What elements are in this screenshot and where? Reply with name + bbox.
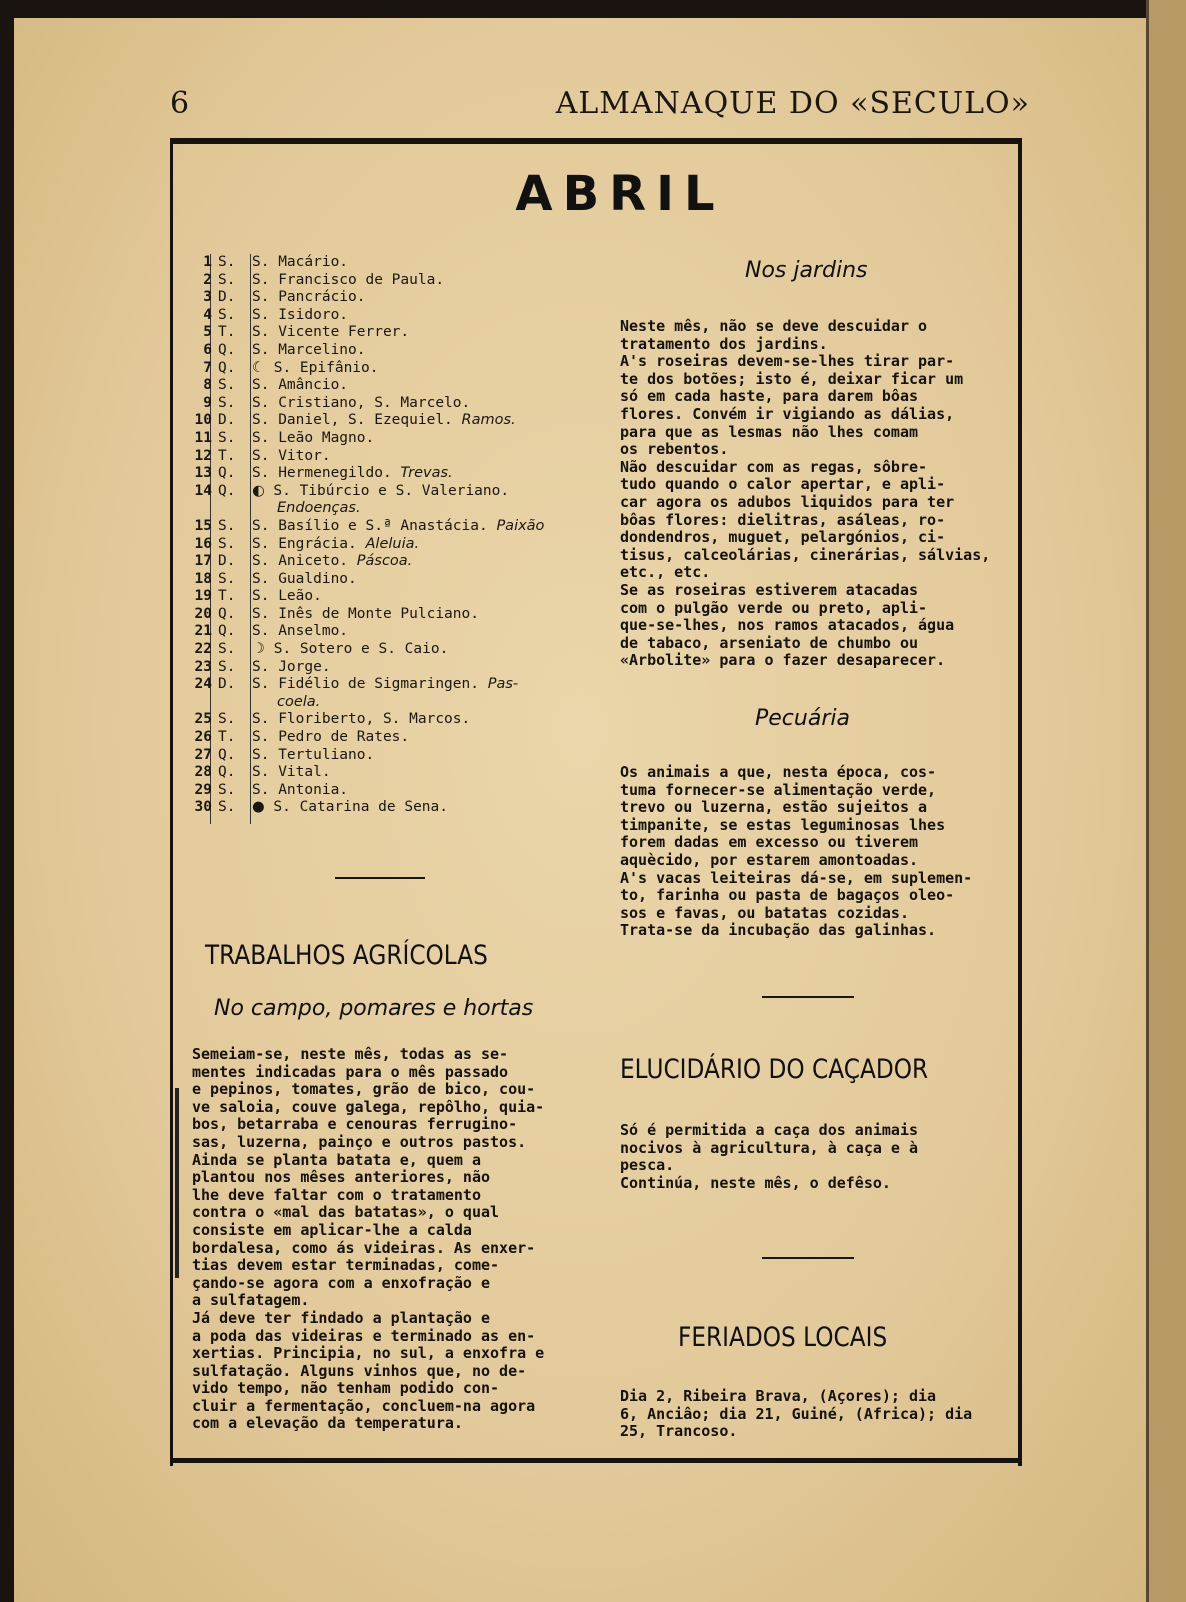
weekday: Q.: [218, 465, 236, 482]
saint-name: S. Macário.: [252, 254, 349, 270]
feriados-text: Dia 2, Ribeira Brava, (Açores); dia 6, Anciâo; dia 21, Guiné, (Africa); dia 25, Trancoso.: [620, 1387, 973, 1441]
section-divider: [762, 996, 854, 998]
calendar-row: [190, 272, 590, 290]
weekday: D.: [218, 412, 236, 429]
saint-name: S. Jorge.: [252, 658, 331, 675]
saint-name: S. Vicente Ferrer.: [252, 324, 410, 341]
calendar-row: [190, 430, 590, 448]
feast-name: Páscoa.: [356, 553, 413, 570]
day-number: 4: [203, 306, 212, 323]
day-number: 28: [194, 764, 212, 781]
calendar-row: [190, 518, 590, 536]
saint-name: S. Cristiano, S. Marcelo.: [252, 394, 471, 411]
calendar-row: [190, 254, 590, 272]
calendar-row: [190, 360, 590, 378]
saint-name: S. Tertuliano.: [252, 746, 375, 763]
calendar-row: [190, 412, 590, 430]
feast-name: Aleluia.: [365, 535, 420, 552]
feast-name: Trevas.: [400, 465, 453, 482]
calendar-row: [190, 324, 590, 342]
weekday: S.: [218, 254, 236, 270]
saint-name: S. Anselmo.: [252, 623, 349, 640]
weekday: S.: [218, 394, 236, 411]
saint-name: S. Floriberto, S. Marcos.: [252, 711, 471, 728]
weekday: S.: [218, 429, 236, 446]
left-border: [170, 142, 173, 1466]
day-number: 24: [194, 676, 212, 693]
saint-name: S. Tibúrcio e S. Valeriano.: [273, 482, 510, 499]
day-number: 3: [203, 289, 212, 306]
weekday: T.: [218, 447, 236, 464]
saint-entry: [252, 536, 419, 554]
saint-entry: [252, 641, 448, 659]
weekday: T.: [218, 729, 236, 746]
day-number: 16: [194, 535, 212, 552]
saint-entry: [252, 676, 518, 694]
feast-name: Pas-: [487, 676, 519, 693]
weekday: Q.: [218, 482, 236, 499]
saint-entry: [252, 571, 357, 589]
saint-entry: [252, 623, 348, 641]
weekday: T.: [218, 588, 236, 605]
saint-name: S. Epifânio.: [273, 359, 379, 376]
saint-name: S. Hermenegildo.: [252, 465, 392, 482]
weekday: S.: [218, 641, 236, 658]
day-number: 19: [194, 588, 212, 605]
day-number: 12: [194, 447, 212, 464]
feast-name: Ramos.: [461, 412, 516, 429]
saint-name: S. Engrácia.: [252, 535, 357, 552]
calendar-row: [190, 395, 590, 413]
saint-entry: [252, 254, 348, 272]
cacador-heading: ELUCIDÁRIO DO CAÇADOR: [620, 1054, 929, 1085]
calendar-row: [190, 729, 590, 747]
saint-name: S. Vital.: [252, 764, 331, 781]
day-number: 23: [194, 658, 212, 675]
saint-name: S. Vitor.: [252, 447, 331, 464]
calendar-row: [190, 711, 590, 729]
weekday: S.: [218, 517, 236, 534]
saint-entry: [252, 289, 366, 307]
saint-name: S. Fidélio de Sigmaringen.: [252, 676, 479, 693]
day-number: 1: [203, 254, 212, 270]
saint-entry: [252, 412, 516, 430]
day-number: 25: [194, 711, 212, 728]
saint-entry: [252, 465, 453, 483]
weekday: S.: [218, 570, 236, 587]
calendar-row: [190, 289, 590, 307]
saint-entry: [252, 342, 366, 360]
saint-name: S. Gualdino.: [252, 570, 357, 587]
calendar-row: [190, 342, 590, 360]
feast-name: Paixão: [496, 517, 545, 534]
day-number: 8: [203, 377, 212, 394]
day-number: 17: [194, 553, 212, 570]
day-number: 21: [194, 623, 212, 640]
weekday: Q.: [218, 623, 236, 640]
saint-name: S. Pedro de Rates.: [252, 729, 410, 746]
weekday: S.: [218, 658, 236, 675]
calendar-row: [190, 623, 590, 641]
saint-name: S. Leão.: [252, 588, 322, 605]
saint-entry: [252, 360, 379, 378]
calendar-row: [190, 571, 590, 589]
saint-entry: [252, 606, 479, 624]
day-number: 15: [194, 517, 212, 534]
jardins-heading: Nos jardins: [745, 258, 868, 283]
trabalhos-subheading: No campo, pomares e hortas: [214, 996, 534, 1021]
jardins-text: Neste mês, não se deve descuidar o tratamento dos jardins. A's roseiras devem-se-lhes tirar par- te dos botões; isto é, deixar ficar um só em cada haste, para darem bôas flores. Convém ir vigiando as dálias, para que as lesmas não lhes comam os rebentos. Não descuidar com as regas, sôbre- tudo quando o calor apertar, e apli- car agora os adubos liquidos para ter bôas flores: dielitras, asáleas, ro- dondendros, muguet, pelargónios, ci- tisus, calceolárias, cinerárias, sálvias, etc., etc. Se as roseiras estiverem atacadas com o pulgão verde ou preto, apli- que-se-lhes, nos ramos atacados, água de tabaco, arseniato de chumbo ou «Arbolite» para o fazer desaparecer.: [620, 317, 991, 670]
day-number: 5: [203, 324, 212, 341]
saint-name: S. Catarina de Sena.: [273, 799, 448, 816]
weekday: Q.: [218, 605, 236, 622]
saint-entry: [252, 377, 348, 395]
weekday: D.: [218, 676, 236, 693]
saint-entry: [252, 518, 544, 536]
section-divider: [762, 1257, 854, 1259]
right-border: [1018, 142, 1022, 1466]
saint-entry: [252, 553, 412, 571]
calendar-row: [190, 747, 590, 765]
weekday: S.: [218, 271, 236, 288]
saint-name: S. Amâncio.: [252, 377, 349, 394]
saint-entry: [252, 711, 470, 729]
saint-entry: [252, 588, 322, 606]
saint-entry: [252, 448, 331, 466]
calendar-row: [190, 536, 590, 554]
day-number: 11: [194, 429, 212, 446]
weekday: S.: [218, 535, 236, 552]
feriados-heading: FERIADOS LOCAIS: [678, 1322, 888, 1353]
saint-entry: [252, 395, 470, 413]
calendar-row: [190, 799, 590, 817]
saint-name: S. Aniceto.: [252, 553, 349, 570]
day-number: 27: [194, 746, 212, 763]
day-number: 9: [203, 394, 212, 411]
day-number: 30: [194, 799, 212, 816]
weekday: Q.: [218, 341, 236, 358]
saint-entry: [252, 430, 374, 448]
saint-name: S. Francisco de Paula.: [252, 271, 445, 288]
calendar-row: [190, 465, 590, 483]
margin-mark: [175, 1088, 179, 1278]
feast-continuation: coela.: [277, 693, 321, 710]
calendar-row: [190, 782, 590, 800]
day-number: 6: [203, 341, 212, 358]
calendar-row: [190, 448, 590, 466]
day-number: 29: [194, 781, 212, 798]
bottom-border: [170, 1458, 1022, 1463]
moon-phase-icon: ☽: [252, 641, 265, 658]
saint-entry: [252, 272, 444, 290]
moon-phase-icon: ◐: [252, 482, 265, 499]
saint-entry: [252, 799, 448, 817]
publication-title: ALMANAQUE DO «SECULO»: [555, 86, 1030, 121]
calendar-row: [190, 307, 590, 325]
day-number: 22: [194, 641, 212, 658]
calendar-row: [190, 606, 590, 624]
saint-name: S. Basílio e S.ª Anastácia.: [252, 517, 488, 534]
saint-name: S. Marcelino.: [252, 341, 366, 358]
saint-entry: [252, 659, 331, 677]
weekday: S.: [218, 781, 236, 798]
month-title: ABRIL: [515, 166, 725, 222]
calendar-row: [190, 659, 590, 677]
saint-entry: [252, 747, 374, 765]
weekday: S.: [218, 711, 236, 728]
weekday: S.: [218, 377, 236, 394]
day-number: 20: [194, 605, 212, 622]
calendar-row: [190, 764, 590, 782]
weekday: S.: [218, 799, 236, 816]
day-number: 14: [194, 482, 212, 499]
moon-phase-icon: ●: [252, 799, 265, 816]
day-number: 13: [194, 465, 212, 482]
saints-calendar: [190, 254, 590, 817]
day-number: 7: [203, 359, 212, 376]
saint-entry: [252, 782, 348, 800]
moon-phase-icon: ☾: [252, 359, 265, 376]
top-border: [170, 138, 1022, 144]
saint-name: S. Pancrácio.: [252, 289, 366, 306]
day-number: 2: [203, 271, 212, 288]
saint-entry: [252, 324, 409, 342]
saint-entry: [252, 729, 409, 747]
weekday: Q.: [218, 359, 236, 376]
calendar-row: [190, 483, 590, 501]
saint-name: S. Sotero e S. Caio.: [273, 641, 449, 658]
page-number: 6: [170, 86, 191, 121]
calendar-row: [190, 588, 590, 606]
section-divider: [335, 877, 425, 879]
weekday: S.: [218, 306, 236, 323]
calendar-row: [190, 641, 590, 659]
saint-entry: [252, 483, 509, 501]
weekday: Q.: [218, 746, 236, 763]
saint-name: S. Antonia.: [252, 781, 349, 798]
saint-name: S. Leão Magno.: [252, 429, 375, 446]
pecuaria-text: Os animais a que, nesta época, cos- tuma fornecer-se alimentação verde, trevo ou luzerna, estão sujeitos a timpanite, se estas leguminosas lhes forem dadas em excesso ou tiverem aquècido, por estarem amontoadas. A's vacas leiteiras dá-se, em suplemen- to, farinha ou pasta de bagaços oleo- sos e favas, ou batatas cozidas. Trata-se da incubação das galinhas.: [620, 763, 973, 940]
day-number: 10: [194, 412, 212, 429]
calendar-row: [190, 676, 590, 694]
saint-name: S. Isidoro.: [252, 306, 349, 323]
weekday: Q.: [218, 764, 236, 781]
saint-entry: [252, 307, 348, 325]
saint-name: S. Inês de Monte Pulciano.: [252, 605, 479, 622]
saint-entry: [252, 764, 331, 782]
facing-page-edge: [1146, 0, 1186, 1602]
feast-continuation: Endoenças.: [277, 500, 361, 517]
day-number: 26: [194, 729, 212, 746]
saint-name: S. Daniel, S. Ezequiel.: [252, 412, 453, 429]
trabalhos-heading: TRABALHOS AGRÍCOLAS: [205, 940, 488, 971]
weekday: D.: [218, 289, 236, 306]
pecuaria-heading: Pecuária: [755, 706, 850, 731]
weekday: T.: [218, 324, 236, 341]
day-number: 18: [194, 570, 212, 587]
calendar-row: [190, 553, 590, 571]
trabalhos-text: Semeiam-se, neste mês, todas as se- mentes indicadas para o mês passado e pepinos, tomates, grão de bico, cou- ve saloia, couve galega, repôlho, quia- bos, betarraba e cenouras ferrugino- sas, luzerna, painço e outros pastos. Ainda se planta batata e, quem a plantou nos mêses anteriores, não lhe deve faltar com o tratamento contra o «mal das batatas», o qual consiste em aplicar-lhe a calda bordalesa, como ás videiras. As enxer- tias devem estar terminadas, come- çando-se agora com a enxofração e a sulfatagem. Já deve ter findado a plantação e a poda das videiras e terminado as en- xertias. Principia, no sul, a enxofra e sulfatação. Alguns vinhos que, no de- vido tempo, não tenham podido con- cluir a fermentação, concluem-na agora com a elevação da temperatura.: [192, 1045, 545, 1433]
weekday: D.: [218, 553, 236, 570]
calendar-row: [190, 377, 590, 395]
cacador-text: Só é permitida a caça dos animais nocivos à agricultura, à caça e à pesca. Continúa, neste mês, o defêso.: [620, 1121, 919, 1192]
running-header: [170, 86, 1030, 122]
